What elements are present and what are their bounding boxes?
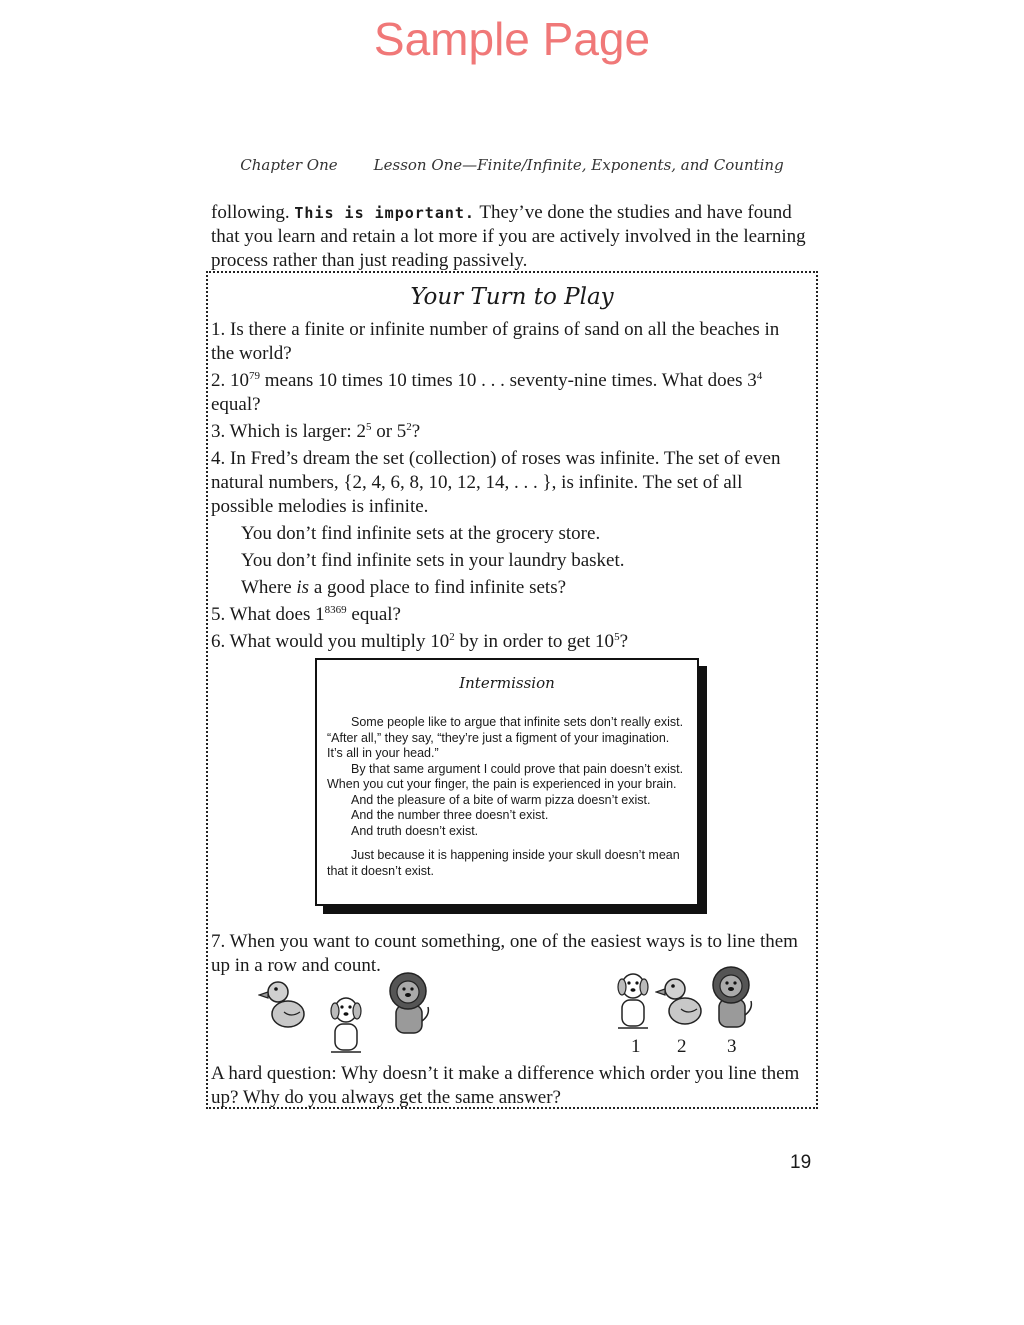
question-1: 1. Is there a finite or infinite number of grains of sand on all the beaches in the world? xyxy=(211,319,780,364)
question-4-line-1: You don’t find infinite sets at the grocery store. xyxy=(241,523,601,544)
question-6 xyxy=(211,630,807,654)
q3-part: ? xyxy=(411,421,421,442)
hard-question: A hard question: Why doesn’t it make a difference which order you line them up? Why do you always get the same answer? xyxy=(211,1063,800,1108)
q2-part: equal? xyxy=(211,394,261,415)
question-7: 7. When you want to count something, one of the easiest ways is to line them up in a row and count. xyxy=(211,931,798,976)
duck-icon xyxy=(258,978,308,1030)
q3-exponent: 2 xyxy=(406,421,412,433)
q6-part: 6. What would you multiply 10 xyxy=(211,631,450,652)
q6-part: ? xyxy=(619,631,628,652)
count-label-1: 1 xyxy=(631,1036,641,1057)
intermission-paragraph: Just because it is happening inside your skull doesn’t mean that it doesn’t exist. xyxy=(327,848,680,878)
dog-icon xyxy=(327,994,365,1056)
q5-part: 5. What does 1 xyxy=(211,604,325,625)
q2-part: 2. 10 xyxy=(211,370,249,391)
your-turn-title: Your Turn to Play xyxy=(410,284,614,310)
intermission-paragraph: And the pleasure of a bite of warm pizza doesn’t exist. xyxy=(351,792,651,807)
lion-icon xyxy=(707,965,755,1031)
intermission-paragraph: By that same argument I could prove that pain doesn’t exist. When you cut your finger, the pain is experienced in your brain. xyxy=(327,761,684,791)
intermission-paragraph: And the number three doesn’t exist. xyxy=(351,808,549,822)
intro-text-start: following. xyxy=(211,202,295,223)
question-5 xyxy=(211,603,807,627)
lesson-label: Lesson One—Finite/Infinite, Exponents, and Counting xyxy=(373,156,784,174)
question-2 xyxy=(211,369,807,417)
page-number: 19 xyxy=(790,1152,812,1173)
q3-part: 3. Which is larger: 2 xyxy=(211,421,366,442)
q2-part: means 10 times 10 times 10 . . . seventy-nine times. What does 3 xyxy=(260,370,757,391)
question-4: 4. In Fred’s dream the set (collection) of roses was infinite. The set of even natural numbers, {2, 4, 6, 8, 10, 12, 14, . . . }, is infinite. The set of all possible melodies is infinite. xyxy=(211,448,781,517)
dog-icon xyxy=(614,970,652,1032)
q3-exponent: 5 xyxy=(365,421,372,433)
question-3 xyxy=(211,420,807,444)
watermark: Sample Page xyxy=(373,13,651,65)
intermission-paragraph: And truth doesn’t exist. xyxy=(351,823,479,838)
q6-exponent: 5 xyxy=(614,631,620,643)
q2-exponent: 79 xyxy=(249,370,260,382)
count-label-2: 2 xyxy=(677,1036,687,1057)
intermission-title: Intermission xyxy=(459,674,555,692)
running-head xyxy=(0,156,1024,174)
q2-exponent: 4 xyxy=(756,370,763,382)
q5-exponent: 8369 xyxy=(324,604,347,616)
important-callout: This is important. xyxy=(294,204,475,222)
q5-part: equal? xyxy=(346,604,401,625)
q4-line3-part: Where xyxy=(241,577,297,598)
q4-line3-emphasis: is xyxy=(296,577,310,598)
intermission-text xyxy=(327,715,687,879)
chapter-label: Chapter One xyxy=(240,156,338,174)
duck-icon xyxy=(655,975,705,1027)
question-4-line-3 xyxy=(241,576,801,600)
intro-text-end: They’ve done the studies and have found that you learn and retain a lot more if you are actively involved in the learning process rather than just reading passively. xyxy=(211,202,806,271)
count-label-3: 3 xyxy=(727,1036,737,1057)
question-4-line-2: You don’t find infinite sets in your laundry basket. xyxy=(241,550,625,571)
q6-exponent: 2 xyxy=(449,631,455,643)
q4-line3-part: a good place to find infinite sets? xyxy=(309,577,567,598)
intermission-paragraph: Some people like to argue that infinite sets don’t really exist. “After all,” they say, “they’re just a figment of your imagination. It’s all in your head.” xyxy=(327,715,684,760)
lion-icon xyxy=(384,971,432,1037)
q3-part: or 5 xyxy=(371,421,407,442)
q6-part: by in order to get 10 xyxy=(454,631,615,652)
intro-paragraph xyxy=(211,201,811,273)
